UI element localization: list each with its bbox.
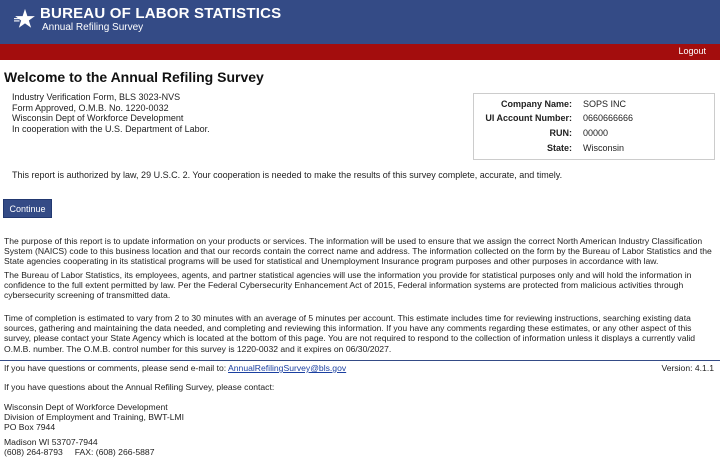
site-title: BUREAU OF LABOR STATISTICS bbox=[40, 5, 282, 22]
footer-divider bbox=[0, 360, 720, 361]
contact-phone: (608) 264-8793 FAX: (608) 266-5887 bbox=[4, 447, 155, 458]
ui-account-value: 0660666666 bbox=[583, 113, 634, 123]
logout-link[interactable]: Logout bbox=[678, 46, 706, 56]
run-row bbox=[474, 128, 714, 142]
ui-account-label: UI Account Number: bbox=[485, 113, 572, 123]
purpose-paragraph: The purpose of this report is to update information on your products or services. The information will be used to ensure that we assign the correct North American Industry Classification System (NAICS) code to this business location and that our records contain the correct name and address. The information collected on the form by the Bureau of Labor Statistics and the State agencies cooperating in its statistical programs will be used for statistical and Unemployment Insurance program purposes and other purposes in accordance with law. bbox=[4, 236, 712, 267]
header-banner bbox=[0, 0, 720, 44]
company-name-row bbox=[474, 99, 714, 113]
version-label: Version: 4.1.1 bbox=[661, 363, 714, 373]
contact-line: PO Box 7944 bbox=[4, 422, 56, 433]
star-icon bbox=[14, 8, 36, 30]
confidentiality-paragraph: The Bureau of Labor Statistics, its employees, agents, and partner statistical agencies will use the information you provide for statistical purposes only and will hold the information in confidence to the full extent permitted by law. Per the Federal Cybersecurity Enhancement Act of 2015, Federal information systems are protected from malicious activities through cybersecurity screening of transmitted data. bbox=[4, 270, 692, 301]
bls-logo[interactable] bbox=[14, 5, 281, 34]
state-label: State: bbox=[546, 143, 572, 153]
contact-line: Madison WI 53707-7944 bbox=[4, 437, 98, 447]
ui-account-row bbox=[474, 113, 714, 127]
contact-intro: If you have questions about the Annual Refiling Survey, please contact: bbox=[4, 382, 275, 392]
page-title: Welcome to the Annual Refiling Survey bbox=[4, 69, 264, 85]
email-link[interactable]: AnnualRefilingSurvey@bls.gov bbox=[228, 363, 347, 373]
contact-address bbox=[4, 402, 184, 433]
email-line bbox=[4, 363, 346, 373]
contact-line: Division of Employment and Training, BWT-LMI bbox=[4, 412, 185, 423]
form-info-line: Wisconsin Dept of Workforce Development bbox=[12, 113, 184, 123]
form-info-line: Industry Verification Form, BLS 3023-NVS bbox=[12, 92, 181, 102]
form-info-line: Form Approved, O.M.B. No. 1220-0032 bbox=[12, 102, 169, 113]
form-info-line: In cooperation with the U.S. Department of Labor. bbox=[12, 123, 210, 134]
state-value: Wisconsin bbox=[583, 143, 625, 153]
contact-city-phone bbox=[4, 437, 155, 457]
burden-paragraph: Time of completion is estimated to vary from 2 to 30 minutes with an average of 5 minutes per account. This estimate includes time for reviewing instructions, searching existing data sources, gathering and maintaining the data needed, and completing and reviewing this information. If you have any comments regarding these estimates, or any other aspect of this survey, please contact your State Agency which is located at the bottom of this page. You are not required to respond to the collection of information unless it displays a currently valid O.M.B. number. The O.M.B. control number for this survey is 1220-0032 and it expires on 06/30/2027. bbox=[4, 313, 696, 354]
nav-bar bbox=[0, 44, 720, 60]
site-subtitle: Annual Refiling Survey bbox=[42, 22, 144, 33]
continue-button[interactable]: Continue bbox=[3, 199, 52, 218]
email-prefix: If you have questions or comments, please send e-mail to: bbox=[4, 363, 229, 373]
form-info bbox=[12, 92, 210, 134]
authorization-text: This report is authorized by law, 29 U.S.C. 2. Your cooperation is needed to make the results of this survey complete, accurate, and timely. bbox=[12, 170, 563, 180]
run-label: RUN: bbox=[549, 128, 572, 138]
contact-line: Wisconsin Dept of Workforce Development bbox=[4, 402, 168, 412]
company-info-box bbox=[473, 93, 715, 160]
state-row bbox=[474, 143, 714, 157]
run-value: 00000 bbox=[583, 128, 609, 138]
company-name-value: SOPS INC bbox=[583, 99, 627, 109]
company-name-label: Company Name: bbox=[500, 99, 572, 109]
